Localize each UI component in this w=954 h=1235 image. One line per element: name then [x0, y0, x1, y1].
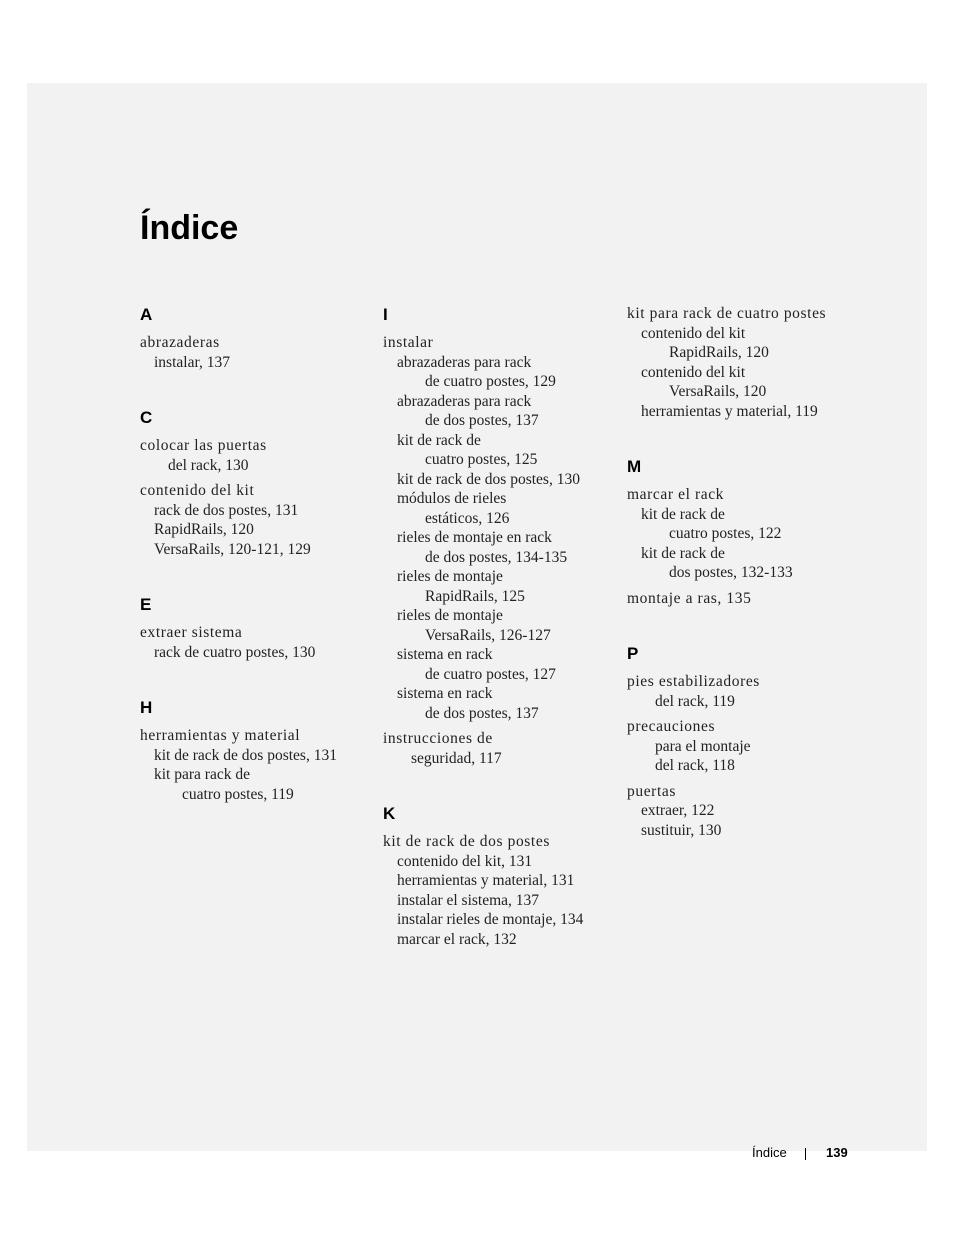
index-subterm: herramientas y material, 131 — [397, 872, 575, 889]
index-subterm: kit de rack de dos postes, 131 — [154, 746, 337, 764]
index-subterm: contenido del kit, 131 — [397, 852, 533, 870]
page-number: 139 — [826, 1145, 848, 1160]
index-subterm: sustituir, 130 — [641, 821, 722, 839]
index-subterm: rieles de montaje — [397, 607, 503, 624]
index-term: kit de rack de dos postes — [383, 833, 550, 850]
index-subterm: instalar rieles de montaje, 134 — [397, 911, 584, 928]
index-section — [627, 457, 907, 608]
index-subterm: abrazaderas para rack — [397, 353, 532, 371]
index-section — [627, 644, 907, 840]
index-subterm: extraer, 122 — [641, 802, 715, 819]
index-entry — [627, 589, 907, 609]
index-subterm: kit de rack de — [641, 544, 725, 562]
index-section — [627, 304, 907, 421]
index-section — [383, 804, 618, 949]
section-letter: H — [140, 698, 153, 717]
index-entry — [140, 333, 375, 372]
section-letter: M — [627, 457, 642, 476]
index-subterm: estáticos, 126 — [425, 509, 510, 527]
index-subterm: kit de rack de — [641, 505, 725, 523]
index-subterm: para el montaje — [655, 737, 751, 755]
index-subterm: sistema en rack — [397, 685, 493, 702]
index-section — [140, 305, 375, 372]
index-subterm: rack de dos postes, 131 — [154, 501, 299, 519]
index-subterm: de dos postes, 137 — [425, 704, 539, 722]
index-term: herramientas y material — [140, 727, 301, 744]
index-subterm: contenido del kit — [641, 363, 746, 381]
index-section — [383, 305, 618, 768]
index-subterm: rieles de montaje en rack — [397, 529, 552, 546]
index-subterm: marcar el rack, 132 — [397, 930, 517, 948]
index-subterm: cuatro postes, 122 — [669, 525, 782, 542]
index-subterm: RapidRails, 125 — [425, 587, 525, 605]
section-letter: A — [140, 305, 153, 324]
index-term: kit para rack de cuatro postes — [627, 305, 827, 322]
index-subterm: rack de cuatro postes, 130 — [154, 643, 316, 661]
index-term: extraer sistema — [140, 624, 243, 641]
index-subterm: RapidRails, 120 — [154, 521, 254, 538]
index-subterm: de dos postes, 134-135 — [425, 548, 568, 566]
index-subterm: cuatro postes, 125 — [425, 451, 538, 468]
index-page — [27, 83, 927, 1160]
index-term: instalar — [383, 334, 434, 351]
index-term: pies estabilizadores — [627, 673, 760, 690]
index-subterm: VersaRails, 120-121, 129 — [154, 540, 311, 558]
section-letter: P — [627, 644, 639, 663]
index-subterm: módulos de rieles — [397, 490, 507, 507]
index-term: precauciones — [627, 718, 716, 735]
index-subterm: kit de rack de dos postes, 130 — [397, 470, 580, 488]
page-footer — [727, 1145, 847, 1163]
index-entry — [383, 333, 618, 723]
index-subterm: de cuatro postes, 127 — [425, 665, 556, 683]
index-subterm: cuatro postes, 119 — [182, 785, 294, 803]
index-subterm: del rack, 130 — [168, 456, 249, 474]
index-column-1 — [140, 305, 375, 840]
index-column-3 — [627, 304, 907, 876]
index-entry — [627, 782, 907, 841]
index-term: montaje a ras, 135 — [627, 589, 752, 607]
index-subterm: abrazaderas para rack — [397, 392, 532, 410]
index-entry — [140, 481, 375, 559]
index-subterm: kit para rack de — [154, 766, 250, 783]
index-term: colocar las puertas — [140, 437, 267, 454]
section-letter: K — [383, 804, 396, 823]
index-subterm: dos postes, 132-133 — [669, 564, 793, 581]
index-subterm: de cuatro postes, 129 — [425, 373, 556, 390]
index-section — [140, 698, 375, 804]
page-title: Índice — [140, 209, 239, 247]
index-entry — [140, 623, 375, 662]
index-subterm: kit de rack de — [397, 431, 481, 449]
index-entry — [383, 729, 618, 768]
index-subterm: VersaRails, 120 — [669, 383, 767, 400]
index-subterm: instalar, 137 — [154, 353, 231, 371]
index-entry — [383, 832, 618, 949]
index-subterm: de dos postes, 137 — [425, 412, 539, 429]
index-subterm: instalar el sistema, 137 — [397, 891, 540, 909]
index-term: abrazaderas — [140, 334, 220, 351]
index-subterm: del rack, 119 — [655, 692, 735, 710]
index-subterm: contenido del kit — [641, 324, 746, 342]
index-entry — [627, 717, 907, 776]
section-letter: I — [383, 305, 388, 324]
index-term: marcar el rack — [627, 486, 725, 503]
index-term: contenido del kit — [140, 482, 255, 499]
index-entry — [627, 304, 907, 421]
index-subterm: del rack, 118 — [655, 757, 735, 774]
index-subterm: herramientas y material, 119 — [641, 402, 818, 420]
index-entry — [140, 436, 375, 475]
index-term: instrucciones de — [383, 730, 493, 747]
section-letter: C — [140, 408, 153, 427]
index-subterm: VersaRails, 126-127 — [425, 626, 551, 644]
index-section — [140, 595, 375, 662]
index-subterm: RapidRails, 120 — [669, 344, 769, 361]
index-subterm: sistema en rack — [397, 646, 493, 663]
index-subterm: seguridad, 117 — [411, 749, 502, 767]
footer-label: Índice — [752, 1145, 787, 1160]
section-letter: E — [140, 595, 152, 614]
index-column-2 — [383, 305, 618, 985]
index-term: puertas — [627, 782, 676, 800]
footer-separator — [805, 1148, 806, 1160]
index-subterm: rieles de montaje — [397, 568, 503, 585]
index-entry — [627, 485, 907, 583]
index-section — [140, 408, 375, 559]
index-entry — [140, 726, 375, 804]
index-entry — [627, 672, 907, 711]
